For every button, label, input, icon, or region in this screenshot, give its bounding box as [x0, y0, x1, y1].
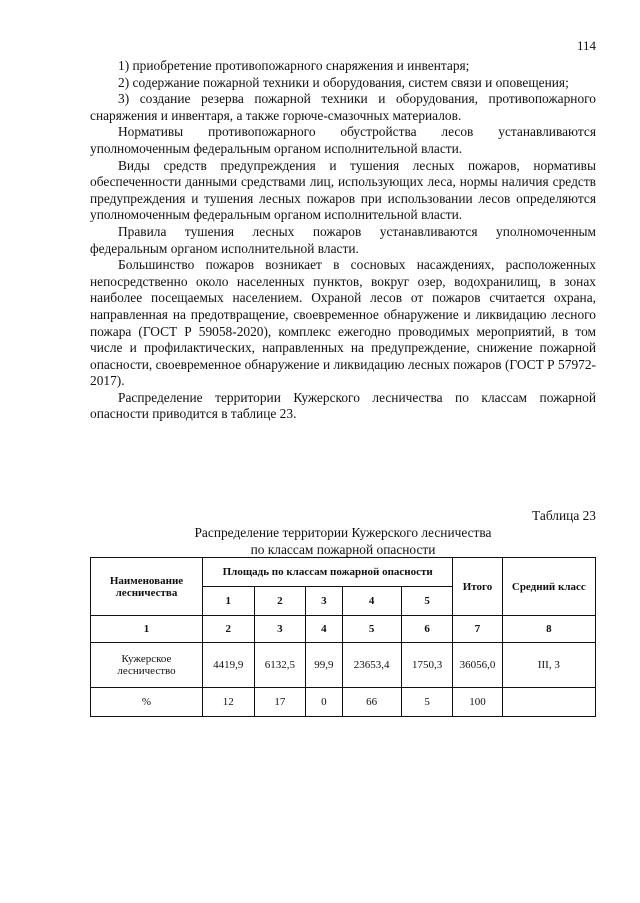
paragraph-item-3: 3) создание резерва пожарной техники и оборудования, противопожарного снаряжения и инвентаря, а также горюче-смазочных материалов.	[90, 91, 596, 123]
table-title-line-1: Распределение территории Кужерского лесничества	[194, 525, 492, 540]
table-cell: 12	[203, 688, 255, 717]
table-caption: Таблица 23	[532, 508, 596, 523]
table-cell: 17	[254, 688, 306, 717]
header-average: Средний класс	[502, 558, 595, 616]
table-cell: 23653,4	[342, 643, 401, 688]
table-index-row	[91, 616, 596, 643]
index-cell: 4	[306, 616, 342, 643]
table-header-row	[91, 558, 596, 587]
header-class-4: 4	[342, 587, 401, 616]
paragraph-item-1: 1) приобретение противопожарного снаряжения и инвентаря;	[118, 58, 470, 73]
header-class-5: 5	[401, 587, 453, 616]
index-cell: 3	[254, 616, 306, 643]
table-title-line-2: по классам пожарной опасности	[250, 541, 436, 557]
paragraph-fire-norms: Нормативы противопожарного обустройства лесов устанавливаются уполномоченным федеральным органом исполнительной власти.	[90, 124, 596, 156]
table-cell: 36056,0	[453, 643, 502, 688]
header-class-2: 2	[254, 587, 306, 616]
header-class-3: 3	[306, 587, 342, 616]
index-cell: 7	[453, 616, 502, 643]
table-row	[91, 688, 596, 717]
header-class-1: 1	[203, 587, 255, 616]
table-cell: 100	[453, 688, 502, 717]
table-cell: Кужерское лесничество	[91, 643, 203, 688]
paragraph-table-reference: Распределение территории Кужерского лесничества по классам пожарной опасности приводится в таблице 23.	[90, 389, 596, 422]
paragraph-item-2: 2) содержание пожарной техники и оборудования, систем связи и оповещения;	[118, 74, 569, 90]
table-cell: 0	[306, 688, 342, 717]
index-cell: 8	[502, 616, 595, 643]
index-cell: 6	[401, 616, 453, 643]
table-row	[91, 643, 596, 688]
header-area: Площадь по классам пожарной опасности	[203, 558, 453, 587]
paragraph-fire-rules: Правила тушения лесных пожаров устанавливаются уполномоченным федеральным органом исполнительной власти.	[90, 223, 596, 256]
header-total: Итого	[453, 558, 502, 616]
body-text	[90, 58, 596, 423]
index-cell: 1	[91, 616, 203, 643]
table-cell: 5	[401, 688, 453, 717]
page-number: 114	[576, 38, 596, 53]
table-cell: 4419,9	[203, 643, 255, 688]
table-cell: III, 3	[502, 643, 595, 688]
table-cell: 6132,5	[254, 643, 306, 688]
table-cell: %	[91, 688, 203, 717]
paragraph-fire-causes: Большинство пожаров возникает в сосновых насаждениях, расположенных непосредственно около населенных пунктов, вокруг озер, водохранилищ, в зонах наиболее посещаемых населением. Охраной лесов от пожаров считается охрана, направленная на предотвращение, своевременное обнаружение и ликвидацию лесного пожара (ГОСТ Р 59058-2020), комплекс ежегодно проводимых мероприятий, в том числе и профилактических, направленных на предупреждение, снижение пожарной опасности, своевременное обнаружение и ликвидацию лесных пожаров (ГОСТ Р 57972-2017).	[90, 257, 596, 389]
table-cell: 1750,3	[401, 643, 453, 688]
fire-danger-table	[90, 557, 596, 717]
paragraph-fire-means: Виды средств предупреждения и тушения лесных пожаров, нормативы обеспеченности данными средствами лиц, использующих леса, нормы наличия средств предупреждения и тушения лесных пожаров при использовании лесов определяются уполномоченным федеральным органом исполнительной власти.	[90, 157, 596, 223]
index-cell: 2	[203, 616, 255, 643]
table-title	[90, 525, 596, 558]
table-cell: 66	[342, 688, 401, 717]
table-cell	[502, 688, 595, 717]
index-cell: 5	[342, 616, 401, 643]
header-name: Наименование лесничества	[91, 558, 203, 616]
table-cell: 99,9	[306, 643, 342, 688]
